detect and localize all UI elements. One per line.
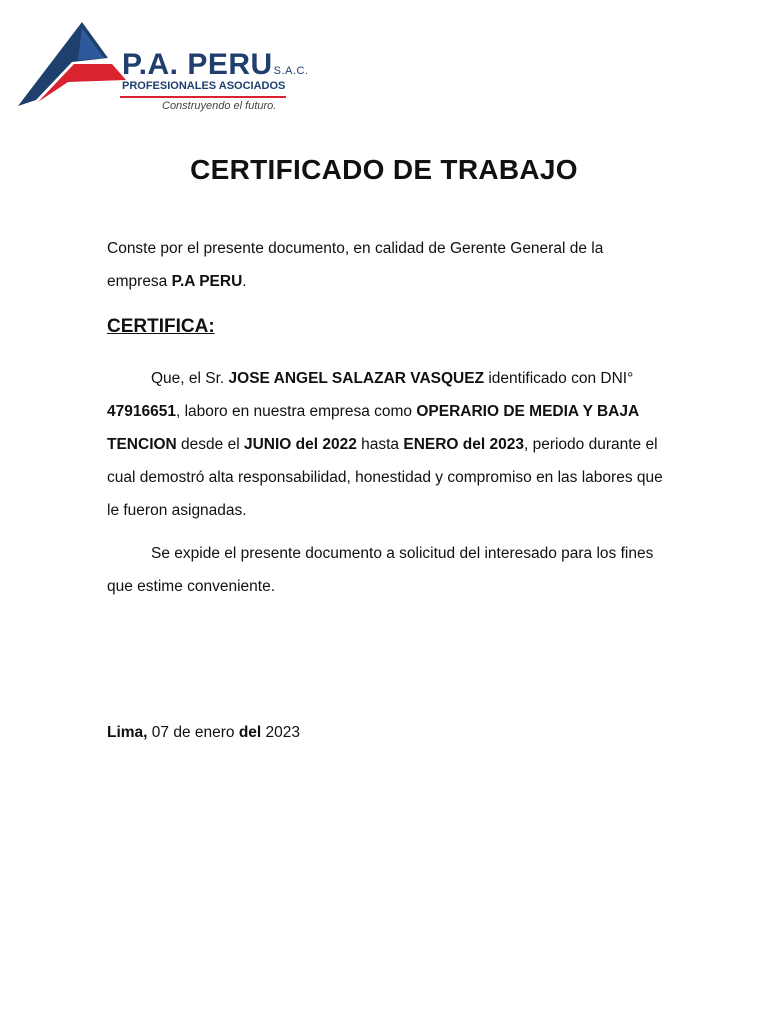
logo-divider bbox=[120, 96, 286, 98]
closing-paragraph: Se expide el presente documento a solicitud del interesado para los fines que estime conveniente. bbox=[107, 545, 654, 595]
employee-name: JOSE ANGEL SALAZAR VASQUEZ bbox=[228, 370, 485, 387]
issue-date: Lima, 07 de enero del 2023 bbox=[107, 724, 301, 741]
mountain-logo-icon bbox=[16, 18, 126, 114]
company-subtitle: PROFESIONALES ASOCIADOS bbox=[122, 80, 286, 92]
document-title: CERTIFICADO DE TRABAJO bbox=[190, 154, 578, 185]
company-logo bbox=[16, 18, 309, 118]
end-date: ENERO del 2023 bbox=[403, 436, 524, 453]
certification-paragraph: Que, el Sr. JOSE ANGEL SALAZAR VASQUEZ identificado con DNI° 47916651, laboro en nuestra empresa como OPERARIO DE MEDIA Y BAJA TENCION desde el JUNIO del 2022 hasta ENERO del 2023, periodo durante el cual demostró alta responsabilidad, honestidad y compromiso en las labores que le fueron asignadas. bbox=[107, 370, 663, 519]
company-name-text: P.A PERU bbox=[171, 273, 243, 290]
job-role: OPERARIO DE MEDIA Y BAJA TENCION bbox=[107, 403, 639, 453]
company-tagline: Construyendo el futuro. bbox=[162, 100, 277, 112]
intro-paragraph: Conste por el presente documento, en calidad de Gerente General de la empresa P.A PERU. bbox=[107, 240, 604, 290]
dni-number: 47916651 bbox=[107, 403, 176, 420]
certifica-heading: CERTIFICA: bbox=[107, 316, 215, 337]
start-date: JUNIO del 2022 bbox=[243, 436, 357, 453]
company-name: P.A. PERUS.A.C. bbox=[122, 48, 309, 81]
